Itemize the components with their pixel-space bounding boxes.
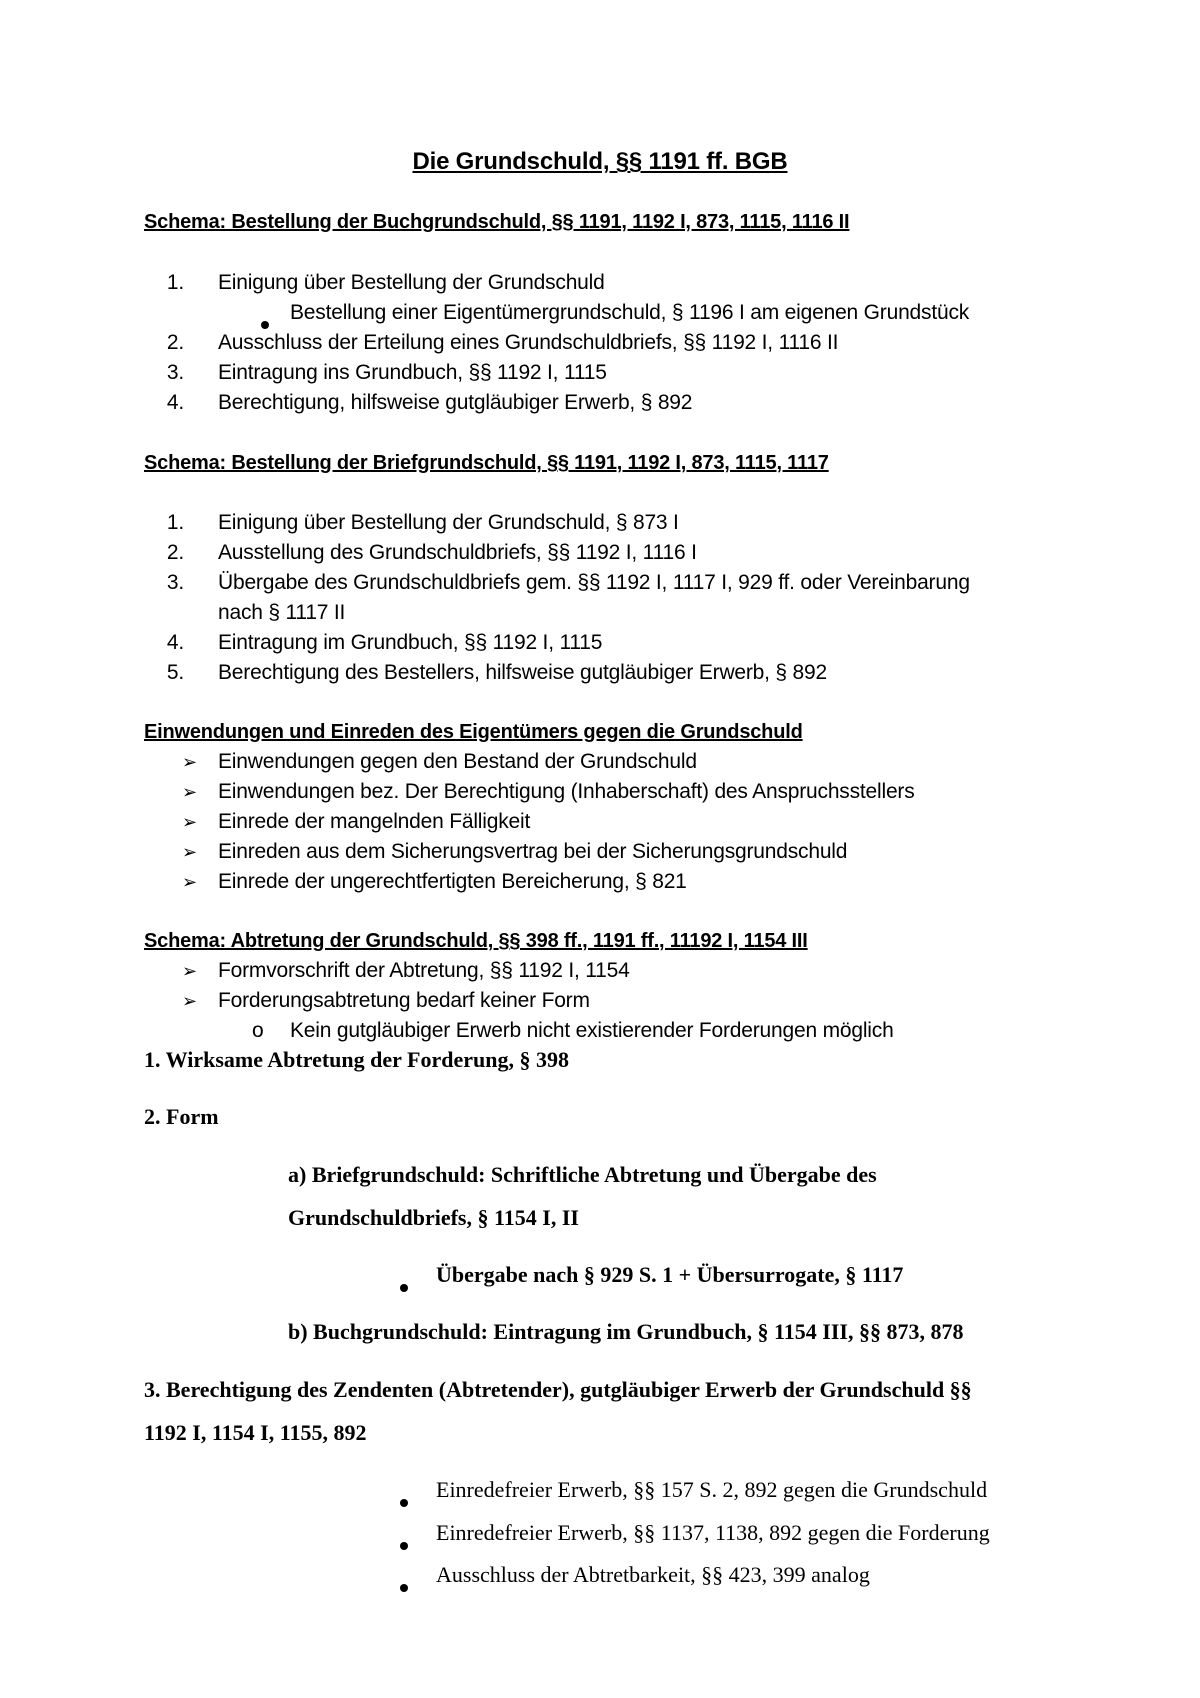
- list-number: 3.: [166, 571, 184, 594]
- list-text: Einredefreier Erwerb, §§ 1137, 1138, 892 gegen die Forderung: [436, 1520, 990, 1545]
- buchgrundschuld-line: b) Buchgrundschuld: Eintragung im Grundbuch, § 1154 III, §§ 873, 878: [288, 1319, 964, 1344]
- paragraph-berechtigung: 3. Berechtigung des Zendenten (Abtretender), gutgläubiger Erwerb der Grundschuld §§: [144, 1377, 972, 1402]
- arrow-bullet-icon: ➢: [182, 752, 197, 772]
- list-number: 4.: [166, 631, 184, 654]
- bullet-icon: [400, 1584, 408, 1592]
- list-text: Formvorschrift der Abtretung, §§ 1192 I, 1154: [218, 959, 630, 982]
- list-text: Ausschluss der Abtretbarkeit, §§ 423, 399 analog: [436, 1562, 870, 1587]
- list-text: Einigung über Bestellung der Grundschuld: [218, 271, 605, 294]
- list-text: Übergabe des Grundschuldbriefs gem. §§ 1192 I, 1117 I, 929 ff. oder Vereinbarung: [218, 571, 970, 594]
- briefgrundschuld-line-continuation: Grundschuldbriefs, § 1154 I, II: [288, 1205, 579, 1230]
- list-text: Ausstellung des Grundschuldbriefs, §§ 1192 I, 1116 I: [218, 541, 697, 564]
- list-text-continuation: nach § 1117 II: [218, 601, 346, 624]
- circle-bullet-icon: o: [252, 1019, 264, 1042]
- arrow-bullet-icon: ➢: [182, 812, 197, 832]
- paragraph-form: 2. Form: [144, 1104, 219, 1129]
- list-text: Forderungsabtretung bedarf keiner Form: [218, 989, 590, 1012]
- list-number: 4.: [166, 391, 184, 414]
- list-number: 1.: [166, 511, 184, 534]
- list-text: Einwendungen bez. Der Berechtigung (Inhaberschaft) des Anspruchsstellers: [218, 780, 915, 803]
- list-text: Ausschluss der Erteilung eines Grundschuldbriefs, §§ 1192 I, 1116 II: [218, 331, 839, 354]
- list-text: Einredefreier Erwerb, §§ 157 S. 2, 892 gegen die Grundschuld: [436, 1477, 988, 1502]
- section-heading-buchgrundschuld: Schema: Bestellung der Buchgrundschuld, §§ 1191, 1192 I, 873, 1115, 1116 II: [144, 211, 850, 233]
- arrow-bullet-icon: ➢: [182, 991, 197, 1011]
- list-text: Einrede der ungerechtfertigten Bereicherung, § 821: [218, 870, 687, 893]
- list-text: Berechtigung des Bestellers, hilfsweise gutgläubiger Erwerb, § 892: [218, 661, 827, 684]
- list-number: 2.: [166, 331, 184, 354]
- section-heading-briefgrundschuld: Schema: Bestellung der Briefgrundschuld, §§ 1191, 1192 I, 873, 1115, 1117: [144, 452, 829, 474]
- list-text: Einwendungen gegen den Bestand der Grundschuld: [218, 750, 697, 773]
- list-number: 5.: [166, 661, 184, 684]
- list-text: Berechtigung, hilfsweise gutgläubiger Erwerb, § 892: [218, 391, 693, 414]
- paragraph-abtretung-forderung: 1. Wirksame Abtretung der Forderung, § 398: [144, 1047, 569, 1072]
- arrow-bullet-icon: ➢: [182, 872, 197, 892]
- section-heading-abtretung: Schema: Abtretung der Grundschuld, §§ 398 ff., 1191 ff., 11192 I, 1154 III: [144, 930, 808, 952]
- arrow-bullet-icon: ➢: [182, 961, 197, 981]
- list-text: Bestellung einer Eigentümergrundschuld, § 1196 I am eigenen Grundstück: [290, 301, 970, 324]
- bullet-icon: [400, 1499, 408, 1507]
- arrow-bullet-icon: ➢: [182, 782, 197, 802]
- list-text: Einrede der mangelnden Fälligkeit: [218, 810, 531, 833]
- list-number: 1.: [166, 271, 184, 294]
- list-text: Einigung über Bestellung der Grundschuld, § 873 I: [218, 511, 679, 534]
- list-number: 3.: [166, 361, 184, 384]
- list-text: Eintragung ins Grundbuch, §§ 1192 I, 1115: [218, 361, 607, 384]
- list-text: Kein gutgläubiger Erwerb nicht existierender Forderungen möglich: [290, 1019, 894, 1042]
- arrow-bullet-icon: ➢: [182, 842, 197, 862]
- paragraph-berechtigung-continuation: 1192 I, 1154 I, 1155, 892: [144, 1420, 367, 1445]
- bullet-icon: [400, 1284, 408, 1292]
- list-text: Übergabe nach § 929 S. 1 + Übersurrogate, § 1117: [436, 1262, 904, 1287]
- page-title: Die Grundschuld, §§ 1191 ff. BGB: [412, 148, 788, 175]
- bullet-icon: [400, 1542, 408, 1550]
- bullet-icon: [261, 321, 269, 329]
- list-number: 2.: [166, 541, 184, 564]
- briefgrundschuld-line: a) Briefgrundschuld: Schriftliche Abtretung und Übergabe des: [288, 1162, 877, 1187]
- list-text: Eintragung im Grundbuch, §§ 1192 I, 1115: [218, 631, 603, 654]
- list-text: Einreden aus dem Sicherungsvertrag bei der Sicherungsgrundschuld: [218, 840, 848, 863]
- section-heading-einwendungen: Einwendungen und Einreden des Eigentümers gegen die Grundschuld: [144, 721, 803, 743]
